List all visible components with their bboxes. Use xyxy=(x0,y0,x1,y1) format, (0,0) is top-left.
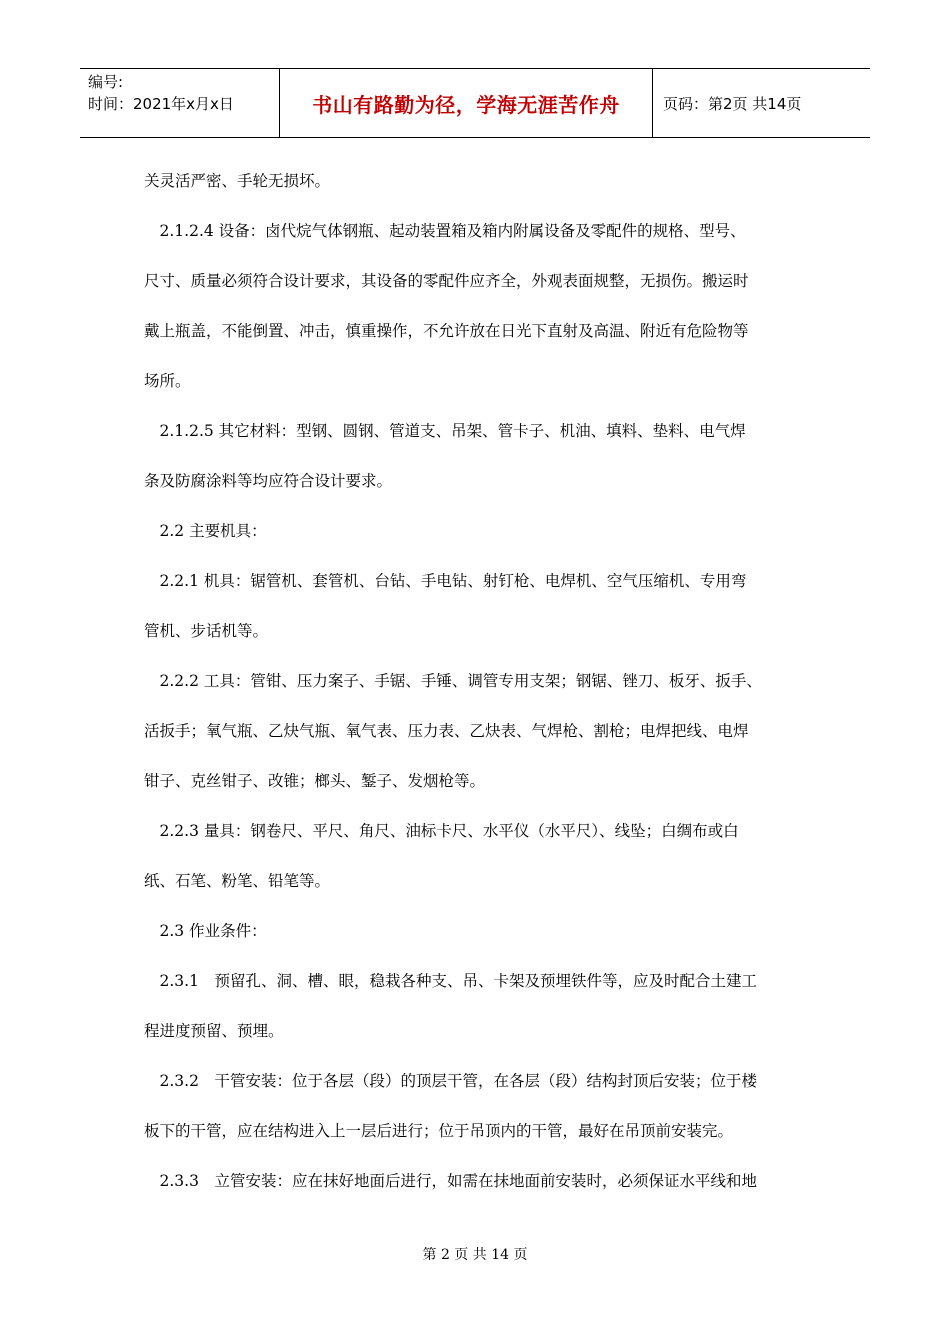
document-body xyxy=(144,156,810,1206)
body-line: 2.3.1 预留孔、洞、槽、眼，稳栽各种支、吊、卡架及预埋铁件等，应及时配合土建工 xyxy=(144,972,757,990)
body-line: 2.3.2 干管安装：位于各层（段）的顶层干管，在各层（段）结构封顶后安装；位于楼 xyxy=(144,1072,757,1090)
body-line: 管机、步话机等。 xyxy=(144,622,269,640)
body-line: 2.1.2.4 设备：卤代烷气体钢瓶、起动装置箱及箱内附属设备及零配件的规格、型号、 xyxy=(144,222,746,240)
body-line: 纸、石笔、粉笔、铅笔等。 xyxy=(144,872,331,890)
body-line: 尺寸、质量必须符合设计要求，其设备的零配件应齐全，外观表面规整，无损伤。搬运时 xyxy=(144,272,749,290)
body-line: 板下的干管，应在结构进入上一层后进行；位于吊顶内的干管，最好在吊顶前安装完。 xyxy=(144,1122,734,1140)
body-line: 场所。 xyxy=(144,372,191,390)
body-line: 2.3.3 立管安装：应在抹好地面后进行，如需在抹地面前安装时，必须保证水平线和地 xyxy=(144,1172,757,1190)
doc-time-label: 时间：2021年x月x日 xyxy=(88,95,234,113)
page-footer: 第 2 页 共 14 页 xyxy=(422,1247,528,1263)
body-line: 戴上瓶盖，不能倒置、冲击，慎重操作，不允许放在日光下直射及高温、附近有危险物等 xyxy=(144,322,749,340)
body-line: 2.1.2.5 其它材料：型钢、圆钢、管道支、吊架、管卡子、机油、填料、垫料、电气焊 xyxy=(144,422,746,440)
body-line: 钳子、克丝钳子、改锥；榔头、錾子、发烟枪等。 xyxy=(144,772,486,790)
body-line: 活扳手；氧气瓶、乙炔气瓶、氧气表、压力表、乙炔表、气焊枪、割枪；电焊把线、电焊 xyxy=(144,722,749,740)
body-line: 条及防腐涂料等均应符合设计要求。 xyxy=(144,472,393,490)
page-header xyxy=(80,68,870,138)
body-line: 2.2.3 量具：钢卷尺、平尺、角尺、油标卡尺、水平仪（水平尺）、线坠；白绸布或白 xyxy=(144,822,739,840)
header-motto: 书山有路勤为径，学海无涯苦作舟 xyxy=(280,69,653,137)
body-line: 2.3 作业条件： xyxy=(144,922,267,940)
body-line: 2.2.2 工具：管钳、压力案子、手锯、手锤、调管专用支架；钢锯、锉刀、板牙、扳手、 xyxy=(144,672,762,690)
body-line: 2.2.1 机具：锯管机、套管机、台钻、手电钻、射钉枪、电焊机、空气压缩机、专用弯 xyxy=(144,572,747,590)
body-line: 2.2 主要机具： xyxy=(144,522,267,540)
header-meta xyxy=(80,69,280,137)
body-line: 程进度预留、预埋。 xyxy=(144,1022,284,1040)
doc-number-label: 编号: xyxy=(88,73,124,91)
body-line: 关灵活严密、手轮无损坏。 xyxy=(144,172,331,190)
header-page-number: 页码：第2页 共14页 xyxy=(663,94,802,113)
